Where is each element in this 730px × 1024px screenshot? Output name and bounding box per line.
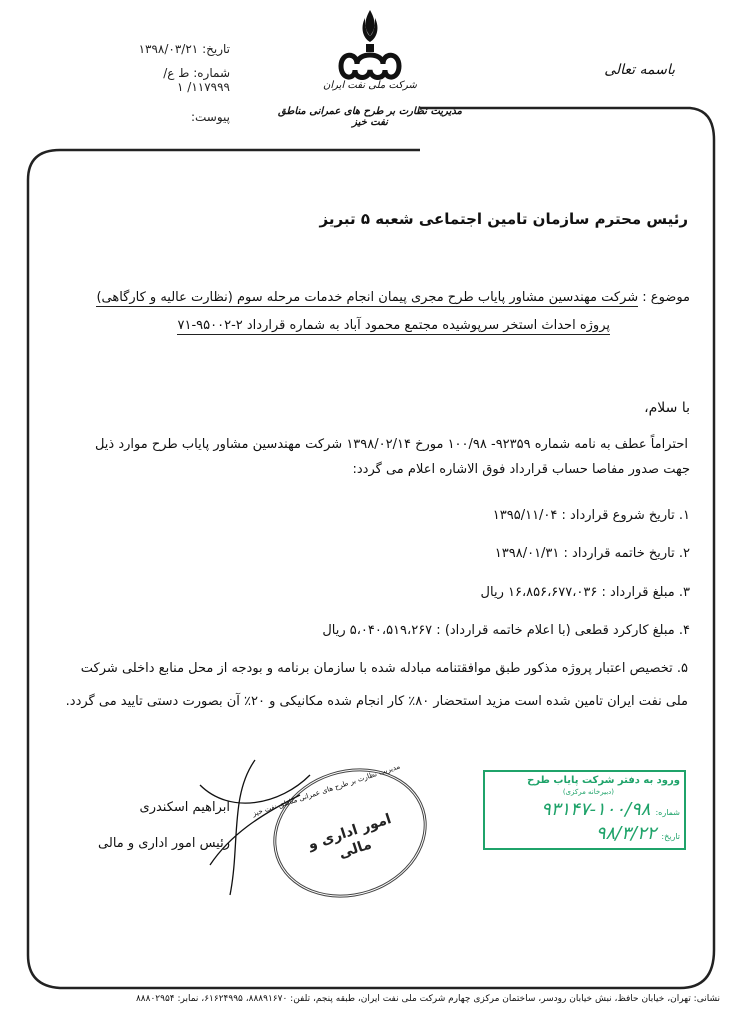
receipt-stamp-date (596, 823, 680, 845)
receipt-number-label: شماره: (655, 808, 680, 817)
item-final-amount: ۴. مبلغ کارکرد قطعی (با اعلام خاتمه قرارداد) : ۵،۰۴۰،۵۱۹،۲۶۷ ریال (322, 623, 690, 638)
item-start-date: ۱. تاریخ شروع قرارداد : ۱۳۹۵/۱۱/۰۴ (492, 508, 690, 523)
date-label: تاریخ: (202, 42, 230, 56)
signatory-name: ابراهیم اسکندری (139, 800, 230, 815)
seal-outer-text: مدیریت نظارت بر طرح های عمرانی مناطق نفت خیز (251, 762, 402, 818)
number-field (130, 66, 230, 94)
item-end-date: ۲. تاریخ خاتمه قرارداد : ۱۳۹۸/۰۱/۳۱ (494, 546, 690, 561)
subject-line-2 (177, 318, 610, 333)
greeting: با سلام، (644, 400, 690, 416)
date-value: ۱۳۹۸/۰۳/۲۱ (138, 42, 199, 56)
company-name: شرکت ملی نفت ایران (323, 80, 417, 91)
item-5-line-1: ۵. تخصیص اعتبار پروژه مذکور طبق موافقتنامه مبادله شده با سازمان برنامه و بودجه از محل منابع داخلی شرکت (80, 661, 688, 676)
receipt-number-value: ۱۰۰/۹۸-۹۳۱۴۷ (541, 799, 651, 820)
bismillah: باسمه تعالی (604, 62, 675, 78)
subject-text-1: شرکت مهندسین مشاور پایاب طرح مجری پیمان انجام خدمات مرحله سوم (نظارت عالیه و کارگاهی) (96, 290, 639, 305)
attachment-field (130, 110, 230, 124)
date-field (130, 42, 230, 56)
signatory-title: رئیس امور اداری و مالی (98, 836, 230, 851)
number-value: ط ع/۱۱۷۹۹۹/ ۱ (163, 66, 230, 94)
subject-text-2: پروژه احداث استخر سرپوشیده مجتمع محمود آباد به شماره قرارداد ۲-۹۵۰۰۲-۷۱ (177, 318, 610, 333)
receipt-date-value: ۹۸/۳/۲۲ (595, 823, 657, 844)
intro-line-2: جهت صدور مفاصا حساب قرارداد فوق الاشاره اعلام می گردد: (352, 462, 690, 477)
seal-inner-text: امور اداری و مالی (306, 811, 394, 862)
nioc-flame-logo-icon (335, 8, 405, 88)
number-label: شماره: (193, 66, 230, 80)
intro-line-1: احتراماً عطف به نامه شماره ۹۲۳۵۹- ۱۰۰/۹۸ مورخ ۱۳۹۸/۰۲/۱۴ شرکت مهندسین مشاور پایاب طرح موارد ذیل (94, 437, 688, 452)
recipient: رئیس محترم سازمان تامین اجتماعی شعبه ۵ تبریز (319, 210, 688, 228)
subject-line-1 (96, 290, 690, 305)
subject-label: موضوع : (642, 290, 690, 305)
footer-address: نشانی: تهران، خیابان حافظ، نبش خیابان رودسر، ساختمان مرکزی چهارم شرکت ملی نفت ایران، طبقه پنجم، تلفن: ۸۸۸۹۱۶۷۰، ۶۱۶۲۴۹۹۵، نمابر: ۸۸۸۰۲۹۵۴ (135, 994, 720, 1004)
receipt-stamp-subtitle: (دبیرخانه مرکزی) (562, 788, 614, 796)
receipt-stamp (483, 770, 686, 850)
item-contract-amount: ۳. مبلغ قرارداد : ۱۶،۸۵۶،۶۷۷،۰۳۶ ریال (480, 585, 690, 600)
receipt-stamp-number (541, 799, 680, 821)
receipt-date-label: تاریخ: (661, 832, 680, 841)
receipt-stamp-title: ورود به دفتر شرکت پایاب طرح (527, 775, 680, 786)
attachment-label: پیوست: (190, 110, 230, 124)
department-name: مدیریت نظارت بر طرح های عمرانی مناطق نفت خیز (278, 106, 462, 128)
item-5-line-2: ملی نفت ایران تامین شده است مزید استحضار ۸۰٪ کار انجام شده مکانیکی و ۲۰٪ آن بصورت دستی تایید می گردد. (65, 694, 688, 709)
handwritten-signature (170, 755, 320, 905)
